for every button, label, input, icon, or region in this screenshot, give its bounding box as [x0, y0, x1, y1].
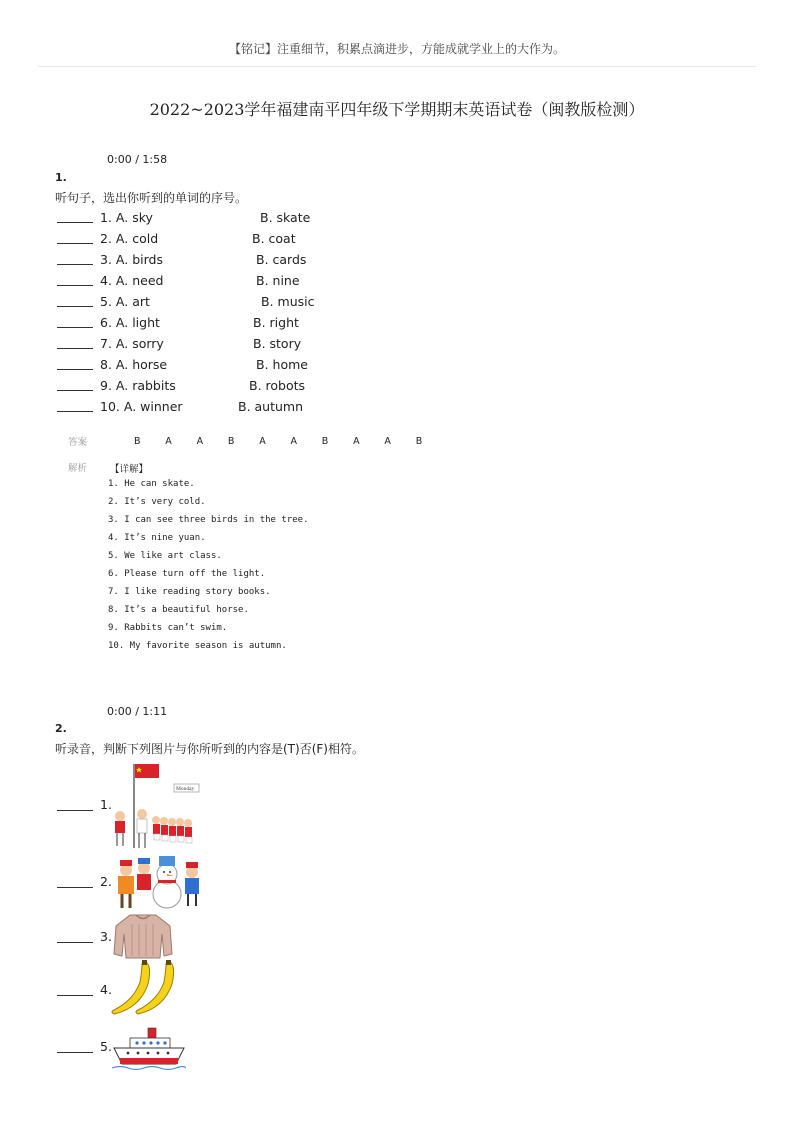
detail-line: 6. Please turn off the light.	[108, 569, 266, 579]
answer-label: 答案	[68, 437, 88, 448]
option-a-text: A. art	[115, 294, 150, 309]
detail-line: 2. It’s very cold.	[108, 497, 206, 507]
option-b: B. robots	[249, 378, 306, 393]
option-a-text: A. sorry	[115, 336, 164, 351]
option-b: B. coat	[252, 231, 296, 246]
answer-blank[interactable]	[57, 222, 93, 223]
answer-blank[interactable]	[57, 369, 93, 370]
option-a-text: A. winner	[123, 399, 183, 414]
header-divider	[38, 66, 756, 67]
analysis-label: 解析	[68, 463, 88, 474]
option-a	[100, 251, 163, 269]
audio-player-q2[interactable]: 0:00 / 1:11	[107, 705, 168, 718]
option-b: B. skate	[260, 210, 311, 225]
monday-sign: Monday	[176, 786, 195, 792]
option-a-text: A. sky	[115, 210, 153, 225]
answer-blank[interactable]	[57, 264, 93, 265]
item-number: 3.	[100, 252, 112, 267]
option-b: B. home	[256, 357, 308, 372]
item-number: 3.	[100, 929, 112, 944]
item-number: 1.	[100, 210, 112, 225]
answer-blank[interactable]	[57, 887, 93, 888]
option-a	[100, 356, 167, 374]
item-number: 8.	[100, 357, 112, 372]
answer-value: B	[415, 436, 423, 447]
option-a	[100, 377, 176, 395]
option-b: B. music	[261, 294, 315, 309]
answer-blank[interactable]	[57, 810, 93, 811]
option-a	[100, 230, 158, 248]
option-b: B. story	[253, 336, 302, 351]
option-b: B. autumn	[238, 399, 304, 414]
snowman-picture	[112, 850, 202, 912]
answer-value: A	[353, 436, 360, 447]
item-number: 2.	[100, 231, 112, 246]
flag-raising-picture	[104, 760, 204, 852]
answer-value: B	[134, 436, 141, 447]
item-number: 5.	[100, 294, 112, 309]
header-motto: 【铭记】注重细节，积累点滴进步，方能成就学业上的大作为。	[228, 42, 565, 56]
item-number: 2.	[100, 874, 112, 889]
detail-line: 5. We like art class.	[108, 551, 222, 561]
answer-value: B	[321, 436, 329, 447]
item-number: 1.	[100, 797, 112, 812]
detail-line: 8. It’s a beautiful horse.	[108, 605, 249, 615]
option-a-text: A. cold	[115, 231, 159, 246]
item-number: 4.	[100, 273, 112, 288]
answer-blank[interactable]	[57, 327, 93, 328]
answer-blank[interactable]	[57, 306, 93, 307]
sweater-picture	[112, 912, 174, 960]
ship-picture	[110, 1024, 186, 1072]
option-a	[100, 293, 150, 311]
answer-blank[interactable]	[57, 285, 93, 286]
answer-blank[interactable]	[57, 390, 93, 391]
option-a	[100, 335, 164, 353]
detail-line: 10. My favorite season is autumn.	[108, 641, 287, 651]
detail-line: 4. It’s nine yuan.	[108, 533, 206, 543]
answer-value: A	[384, 436, 391, 447]
question-instruction-1: 听句子，选出你听到的单词的序号。	[55, 191, 248, 205]
question-instruction-2: 听录音，判断下列图片与你所听到的内容是(T)否(F)相符。	[55, 742, 364, 756]
answer-value: A	[165, 436, 172, 447]
option-a	[100, 272, 163, 290]
item-number: 4.	[100, 982, 112, 997]
answer-value: A	[259, 436, 266, 447]
detail-heading: 【详解】	[110, 464, 149, 475]
item-number: 7.	[100, 336, 112, 351]
option-a-text: A. light	[115, 315, 160, 330]
detail-line: 1. He can skate.	[108, 479, 195, 489]
item-number: 6.	[100, 315, 112, 330]
option-a	[100, 398, 183, 416]
option-a	[100, 314, 160, 332]
item-number: 5.	[100, 1039, 112, 1054]
item-number: 10.	[100, 399, 120, 414]
option-a-text: A. birds	[115, 252, 163, 267]
option-b: B. nine	[256, 273, 300, 288]
answer-blank[interactable]	[57, 348, 93, 349]
option-b: B. cards	[256, 252, 307, 267]
option-b: B. right	[253, 315, 299, 330]
question-number-2: 2.	[55, 722, 67, 735]
answer-blank[interactable]	[57, 995, 93, 996]
answer-value: B	[227, 436, 235, 447]
option-a-text: A. need	[115, 273, 164, 288]
detail-line: 9. Rabbits can’t swim.	[108, 623, 228, 633]
answer-blank[interactable]	[57, 942, 93, 943]
question-number-1: 1.	[55, 171, 67, 184]
option-a-text: A. horse	[115, 357, 168, 372]
option-a-text: A. rabbits	[115, 378, 176, 393]
answer-blank[interactable]	[57, 243, 93, 244]
answer-value: A	[290, 436, 297, 447]
detail-line: 3. I can see three birds in the tree.	[108, 515, 309, 525]
answer-value: A	[196, 436, 204, 447]
answer-blank[interactable]	[57, 1052, 93, 1053]
audio-player-q1[interactable]: 0:00 / 1:58	[107, 153, 168, 166]
detail-line: 7. I like reading story books.	[108, 587, 271, 597]
page-title: 2022~2023学年福建南平四年级下学期期末英语试卷（闽教版检测）	[149, 100, 645, 119]
item-number: 9.	[100, 378, 112, 393]
option-a	[100, 209, 153, 227]
answer-blank[interactable]	[57, 411, 93, 412]
bananas-picture	[108, 958, 178, 1018]
